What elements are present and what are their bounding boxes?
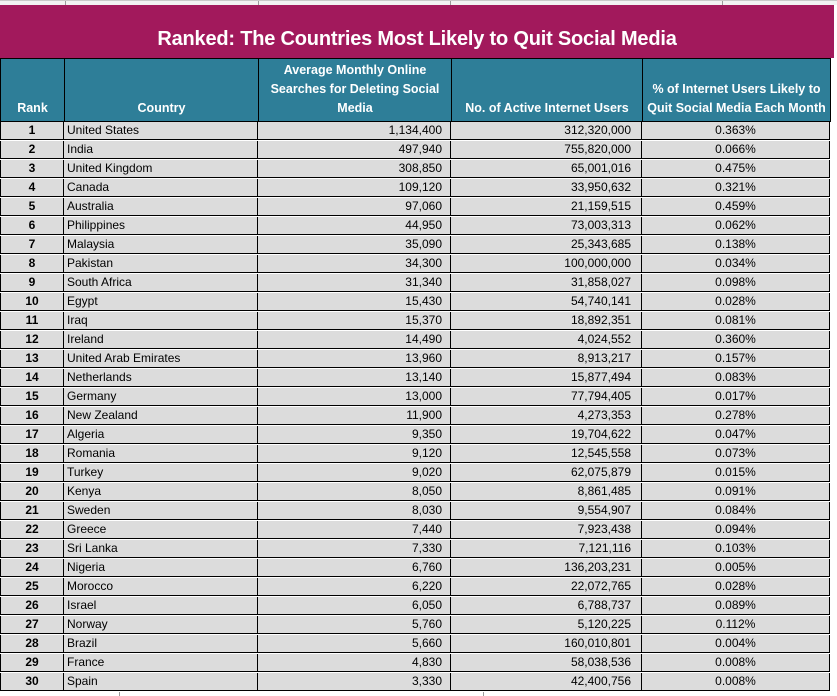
rank-cell: 5: [0, 198, 64, 216]
country-cell: Spain: [64, 673, 258, 691]
rank-cell: 12: [0, 331, 64, 349]
country-cell: Australia: [64, 198, 258, 216]
table-title: Ranked: The Countries Most Likely to Quit Social Media: [157, 28, 677, 50]
table-row: [0, 350, 831, 368]
searches-cell: 6,220: [258, 578, 451, 596]
table-row: [0, 407, 831, 425]
searches-cell: 8,050: [258, 483, 451, 501]
rank-cell: 27: [0, 616, 64, 634]
column-header-searches: Average Monthly Online Searches for Deleting Social Media: [259, 59, 452, 121]
rank-cell: 26: [0, 597, 64, 615]
rank-cell: 2: [0, 141, 64, 159]
table-row: [0, 464, 831, 482]
table-row: [0, 122, 831, 140]
rank-cell: 9: [0, 274, 64, 292]
gridline: [722, 1, 723, 5]
country-cell: Germany: [64, 388, 258, 406]
rank-cell: 10: [0, 293, 64, 311]
percent-cell: 0.112%: [642, 616, 830, 634]
table-row: [0, 578, 831, 596]
users-cell: 19,704,622: [451, 426, 642, 444]
users-cell: 62,075,879: [451, 464, 642, 482]
percent-cell: 0.073%: [642, 445, 830, 463]
users-cell: 15,877,494: [451, 369, 642, 387]
country-cell: Malaysia: [64, 236, 258, 254]
searches-cell: 3,330: [258, 673, 451, 691]
table-row: [0, 141, 831, 159]
users-cell: 4,024,552: [451, 331, 642, 349]
percent-cell: 0.008%: [642, 654, 830, 672]
percent-cell: 0.091%: [642, 483, 830, 501]
percent-cell: 0.034%: [642, 255, 830, 273]
country-cell: Romania: [64, 445, 258, 463]
rank-cell: 3: [0, 160, 64, 178]
table-header-row: [0, 58, 831, 122]
users-cell: 77,794,405: [451, 388, 642, 406]
country-cell: United Kingdom: [64, 160, 258, 178]
table-row: [0, 369, 831, 387]
rank-cell: 4: [0, 179, 64, 197]
table-row: [0, 445, 831, 463]
percent-cell: 0.062%: [642, 217, 830, 235]
searches-cell: 6,760: [258, 559, 451, 577]
table-row: [0, 312, 831, 330]
users-cell: 7,121,116: [451, 540, 642, 558]
searches-cell: 44,950: [258, 217, 451, 235]
table-row: [0, 293, 831, 311]
searches-cell: 6,050: [258, 597, 451, 615]
country-cell: United Arab Emirates: [64, 350, 258, 368]
table-row: [0, 160, 831, 178]
country-cell: Sweden: [64, 502, 258, 520]
rank-cell: 14: [0, 369, 64, 387]
users-cell: 6,788,737: [451, 597, 642, 615]
searches-cell: 13,140: [258, 369, 451, 387]
users-cell: 5,120,225: [451, 616, 642, 634]
table-row: [0, 236, 831, 254]
percent-cell: 0.157%: [642, 350, 830, 368]
table-row: [0, 331, 831, 349]
rank-cell: 7: [0, 236, 64, 254]
country-cell: Iraq: [64, 312, 258, 330]
percent-cell: 0.028%: [642, 578, 830, 596]
country-cell: Philippines: [64, 217, 258, 235]
searches-cell: 5,760: [258, 616, 451, 634]
country-cell: Algeria: [64, 426, 258, 444]
percent-cell: 0.089%: [642, 597, 830, 615]
sheet-gridline-strip-top: [0, 0, 837, 5]
country-cell: Egypt: [64, 293, 258, 311]
gridline: [483, 692, 484, 696]
users-cell: 58,038,536: [451, 654, 642, 672]
country-cell: Nigeria: [64, 559, 258, 577]
title-banner: [0, 5, 834, 58]
percent-cell: 0.138%: [642, 236, 830, 254]
searches-cell: 13,000: [258, 388, 451, 406]
searches-cell: 109,120: [258, 179, 451, 197]
users-cell: 4,273,353: [451, 407, 642, 425]
percent-cell: 0.360%: [642, 331, 830, 349]
gridline: [258, 1, 259, 5]
rank-cell: 16: [0, 407, 64, 425]
column-header-rank: Rank: [1, 59, 65, 121]
searches-cell: 7,330: [258, 540, 451, 558]
column-header-country: Country: [65, 59, 259, 121]
country-cell: Sri Lanka: [64, 540, 258, 558]
table-row: [0, 198, 831, 216]
percent-cell: 0.363%: [642, 122, 830, 140]
country-cell: Israel: [64, 597, 258, 615]
table-row: [0, 597, 831, 615]
users-cell: 9,554,907: [451, 502, 642, 520]
gridline: [450, 1, 451, 5]
searches-cell: 1,134,400: [258, 122, 451, 140]
users-cell: 8,861,485: [451, 483, 642, 501]
gridline: [65, 1, 66, 5]
searches-cell: 5,660: [258, 635, 451, 653]
rank-cell: 18: [0, 445, 64, 463]
country-cell: Netherlands: [64, 369, 258, 387]
column-header-users: No. of Active Internet Users: [452, 59, 643, 121]
users-cell: 42,400,756: [451, 673, 642, 691]
percent-cell: 0.005%: [642, 559, 830, 577]
rank-cell: 15: [0, 388, 64, 406]
users-cell: 18,892,351: [451, 312, 642, 330]
table-row: [0, 179, 831, 197]
rank-cell: 23: [0, 540, 64, 558]
table-body: [0, 122, 831, 691]
rank-cell: 20: [0, 483, 64, 501]
users-cell: 160,010,801: [451, 635, 642, 653]
users-cell: 73,003,313: [451, 217, 642, 235]
rank-cell: 25: [0, 578, 64, 596]
percent-cell: 0.028%: [642, 293, 830, 311]
percent-cell: 0.083%: [642, 369, 830, 387]
searches-cell: 97,060: [258, 198, 451, 216]
percent-cell: 0.084%: [642, 502, 830, 520]
users-cell: 22,072,765: [451, 578, 642, 596]
searches-cell: 4,830: [258, 654, 451, 672]
percent-cell: 0.098%: [642, 274, 830, 292]
searches-cell: 34,300: [258, 255, 451, 273]
table-row: [0, 274, 831, 292]
country-cell: Norway: [64, 616, 258, 634]
users-cell: 21,159,515: [451, 198, 642, 216]
column-header-percent: % of Internet Users Likely to Quit Social Media Each Month: [643, 59, 831, 121]
users-cell: 312,320,000: [451, 122, 642, 140]
table-row: [0, 255, 831, 273]
users-cell: 100,000,000: [451, 255, 642, 273]
rank-cell: 22: [0, 521, 64, 539]
percent-cell: 0.475%: [642, 160, 830, 178]
percent-cell: 0.017%: [642, 388, 830, 406]
country-cell: South Africa: [64, 274, 258, 292]
rank-cell: 30: [0, 673, 64, 691]
percent-cell: 0.008%: [642, 673, 830, 691]
rank-cell: 21: [0, 502, 64, 520]
country-cell: India: [64, 141, 258, 159]
table-row: [0, 388, 831, 406]
table-row: [0, 540, 831, 558]
table-row: [0, 426, 831, 444]
users-cell: 54,740,141: [451, 293, 642, 311]
percent-cell: 0.015%: [642, 464, 830, 482]
users-cell: 136,203,231: [451, 559, 642, 577]
percent-cell: 0.459%: [642, 198, 830, 216]
users-cell: 755,820,000: [451, 141, 642, 159]
rank-cell: 29: [0, 654, 64, 672]
users-cell: 33,950,632: [451, 179, 642, 197]
percent-cell: 0.047%: [642, 426, 830, 444]
table-row: [0, 635, 831, 653]
searches-cell: 308,850: [258, 160, 451, 178]
rank-cell: 11: [0, 312, 64, 330]
users-cell: 12,545,558: [451, 445, 642, 463]
country-cell: Greece: [64, 521, 258, 539]
percent-cell: 0.094%: [642, 521, 830, 539]
table-row: [0, 217, 831, 235]
users-cell: 7,923,438: [451, 521, 642, 539]
percent-cell: 0.066%: [642, 141, 830, 159]
table-row: [0, 616, 831, 634]
rank-cell: 19: [0, 464, 64, 482]
country-cell: Pakistan: [64, 255, 258, 273]
percent-cell: 0.081%: [642, 312, 830, 330]
searches-cell: 13,960: [258, 350, 451, 368]
country-cell: Ireland: [64, 331, 258, 349]
percent-cell: 0.278%: [642, 407, 830, 425]
rank-cell: 1: [0, 122, 64, 140]
country-cell: New Zealand: [64, 407, 258, 425]
table-row: [0, 502, 831, 520]
sheet-gridline-strip-bottom: [0, 692, 837, 696]
rank-cell: 6: [0, 217, 64, 235]
users-cell: 25,343,685: [451, 236, 642, 254]
users-cell: 8,913,217: [451, 350, 642, 368]
country-cell: United States: [64, 122, 258, 140]
percent-cell: 0.004%: [642, 635, 830, 653]
table-row: [0, 673, 831, 691]
percent-cell: 0.103%: [642, 540, 830, 558]
searches-cell: 9,120: [258, 445, 451, 463]
country-cell: Kenya: [64, 483, 258, 501]
searches-cell: 15,430: [258, 293, 451, 311]
searches-cell: 15,370: [258, 312, 451, 330]
searches-cell: 7,440: [258, 521, 451, 539]
users-cell: 65,001,016: [451, 160, 642, 178]
percent-cell: 0.321%: [642, 179, 830, 197]
table-row: [0, 483, 831, 501]
searches-cell: 31,340: [258, 274, 451, 292]
searches-cell: 14,490: [258, 331, 451, 349]
country-cell: Canada: [64, 179, 258, 197]
table-row: [0, 654, 831, 672]
gridline: [119, 692, 120, 696]
searches-cell: 8,030: [258, 502, 451, 520]
table-row: [0, 559, 831, 577]
country-cell: Morocco: [64, 578, 258, 596]
table-row: [0, 521, 831, 539]
rank-cell: 24: [0, 559, 64, 577]
country-cell: France: [64, 654, 258, 672]
rank-cell: 17: [0, 426, 64, 444]
rank-cell: 8: [0, 255, 64, 273]
rank-cell: 13: [0, 350, 64, 368]
country-cell: Turkey: [64, 464, 258, 482]
searches-cell: 9,020: [258, 464, 451, 482]
rank-cell: 28: [0, 635, 64, 653]
country-cell: Brazil: [64, 635, 258, 653]
searches-cell: 9,350: [258, 426, 451, 444]
users-cell: 31,858,027: [451, 274, 642, 292]
searches-cell: 35,090: [258, 236, 451, 254]
searches-cell: 11,900: [258, 407, 451, 425]
searches-cell: 497,940: [258, 141, 451, 159]
